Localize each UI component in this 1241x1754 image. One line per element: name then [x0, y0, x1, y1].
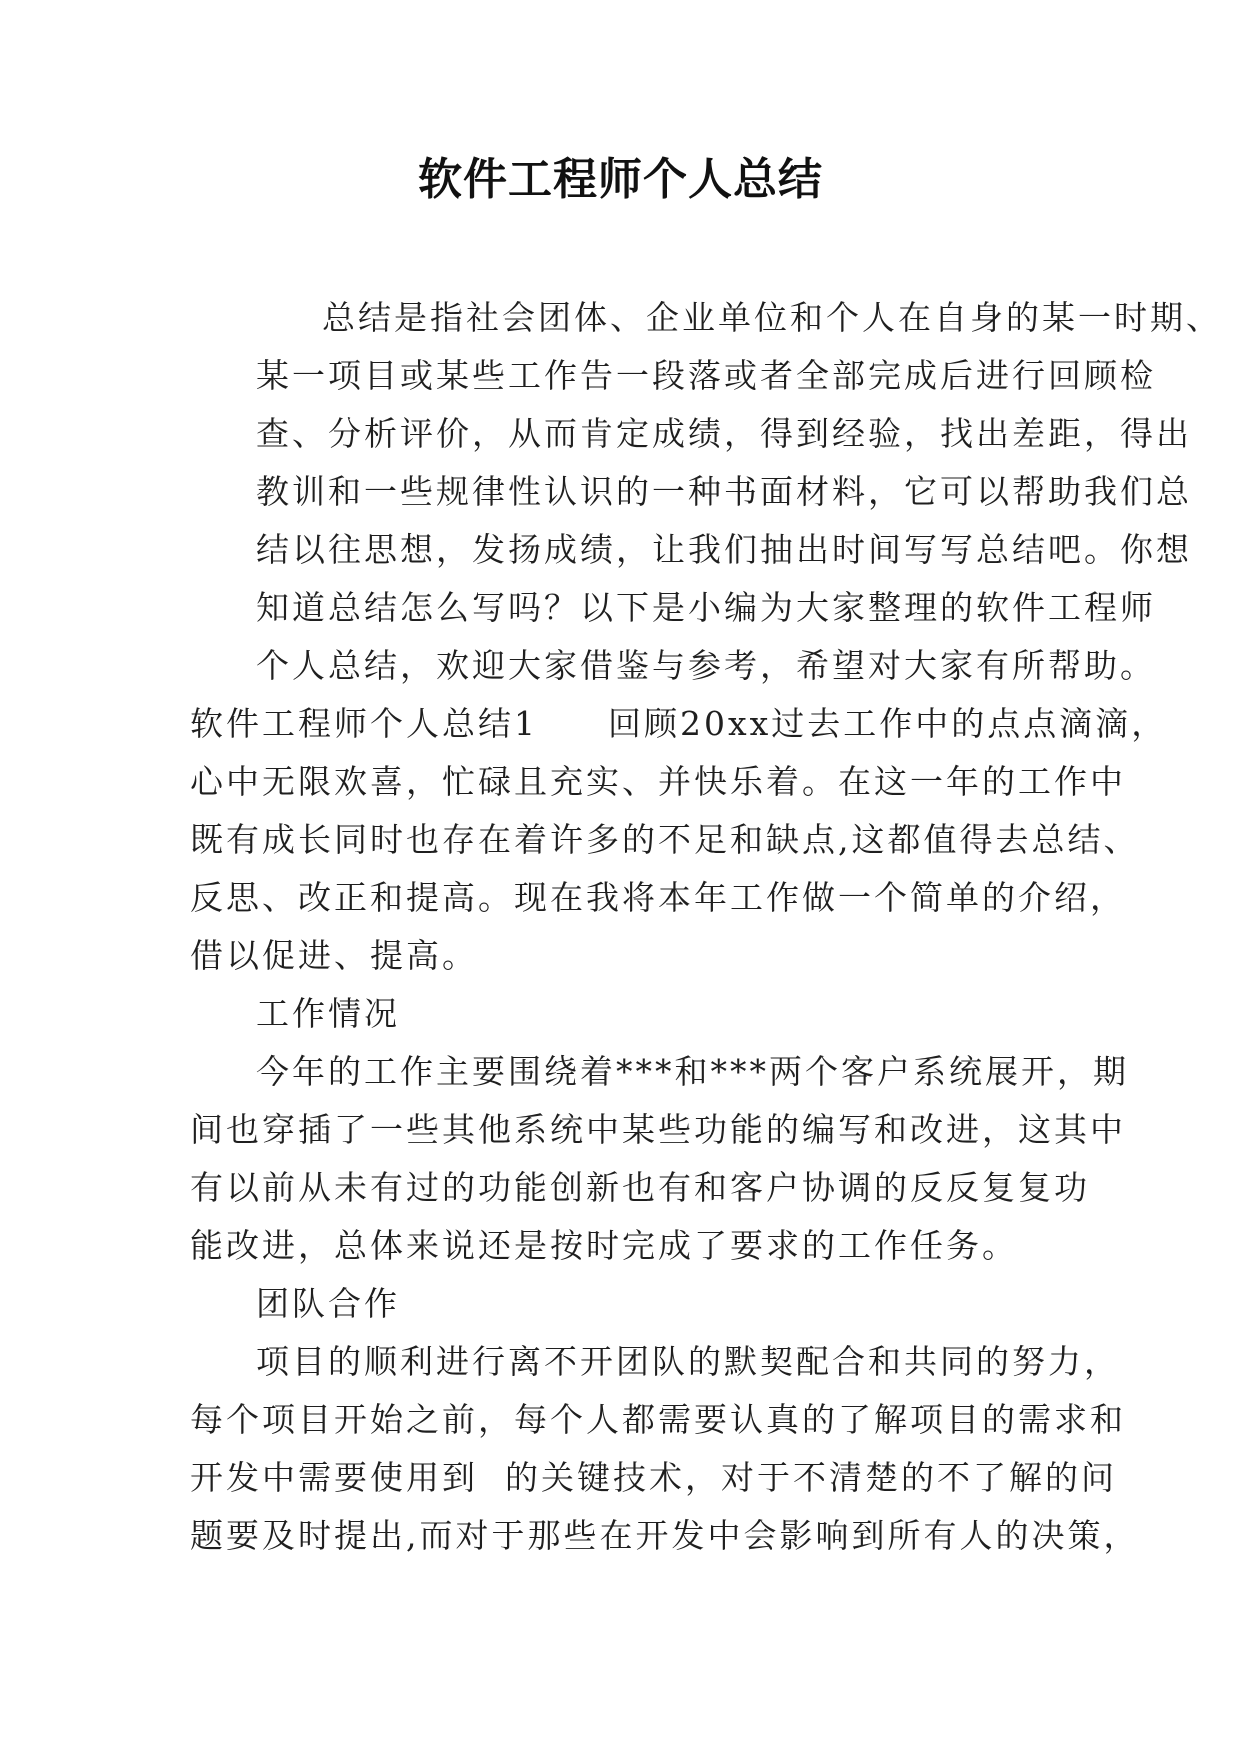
intro-paragraph [190, 289, 1222, 695]
work-section [190, 985, 1129, 1275]
document-title: 软件工程师个人总结 [418, 154, 823, 205]
work-line: 有以前从未有过的功能创新也有和客户协调的反反复复功 [190, 1168, 1090, 1207]
section1-line: 既有成长同时也存在着许多的不足和缺点,这都值得去总结、 [190, 820, 1140, 859]
intro-line: 查、分析评价，从而肯定成绩，得到经验，找出差距，得出 [256, 414, 1192, 453]
section1-line: 反思、改正和提高。现在我将本年工作做一个简单的介绍， [190, 878, 1126, 917]
section1-first-line [190, 695, 1168, 753]
section1-line: 借以促进、提高。 [190, 936, 478, 975]
team-line: 项目的顺利进行离不开团队的默契配合和共同的努力， [256, 1342, 1120, 1381]
team-section [190, 1275, 1140, 1565]
work-heading: 工作情况 [256, 994, 400, 1033]
section1-heading: 软件工程师个人总结1 [190, 704, 538, 743]
intro-line: 总结是指社会团体、企业单位和个人在自身的某一时期、 [322, 298, 1222, 337]
team-heading: 团队合作 [256, 1284, 400, 1323]
section1-first-line-rest: 回顾20xx过去工作中的点点滴滴， [608, 704, 1168, 743]
intro-line: 知道总结怎么写吗？以下是小编为大家整理的软件工程师 [256, 588, 1156, 627]
intro-line: 教训和一些规律性认识的一种书面材料，它可以帮助我们总 [256, 472, 1192, 511]
intro-line: 某一项目或某些工作告一段落或者全部完成后进行回顾检 [256, 356, 1156, 395]
team-line: 每个项目开始之前，每个人都需要认真的了解项目的需求和 [190, 1400, 1126, 1439]
work-line: 今年的工作主要围绕着***和***两个客户系统展开，期 [256, 1052, 1129, 1091]
intro-line: 个人总结，欢迎大家借鉴与参考，希望对大家有所帮助。 [256, 646, 1156, 685]
section1-line: 心中无限欢喜，忙碌且充实、并快乐着。在这一年的工作中 [190, 762, 1126, 801]
work-line: 间也穿插了一些其他系统中某些功能的编写和改进，这其中 [190, 1110, 1126, 1149]
team-line: 题要及时提出,而对于那些在开发中会影响到所有人的决策， [190, 1516, 1140, 1555]
team-line: 开发中需要使用到 的关键技术，对于不清楚的不了解的问 [190, 1458, 1117, 1497]
work-line: 能改进，总体来说还是按时完成了要求的工作任务。 [190, 1226, 1018, 1265]
section1-paragraph [190, 695, 1168, 985]
intro-line: 结以往思想，发扬成绩，让我们抽出时间写写总结吧。你想 [256, 530, 1192, 569]
document-body [190, 289, 1222, 1565]
